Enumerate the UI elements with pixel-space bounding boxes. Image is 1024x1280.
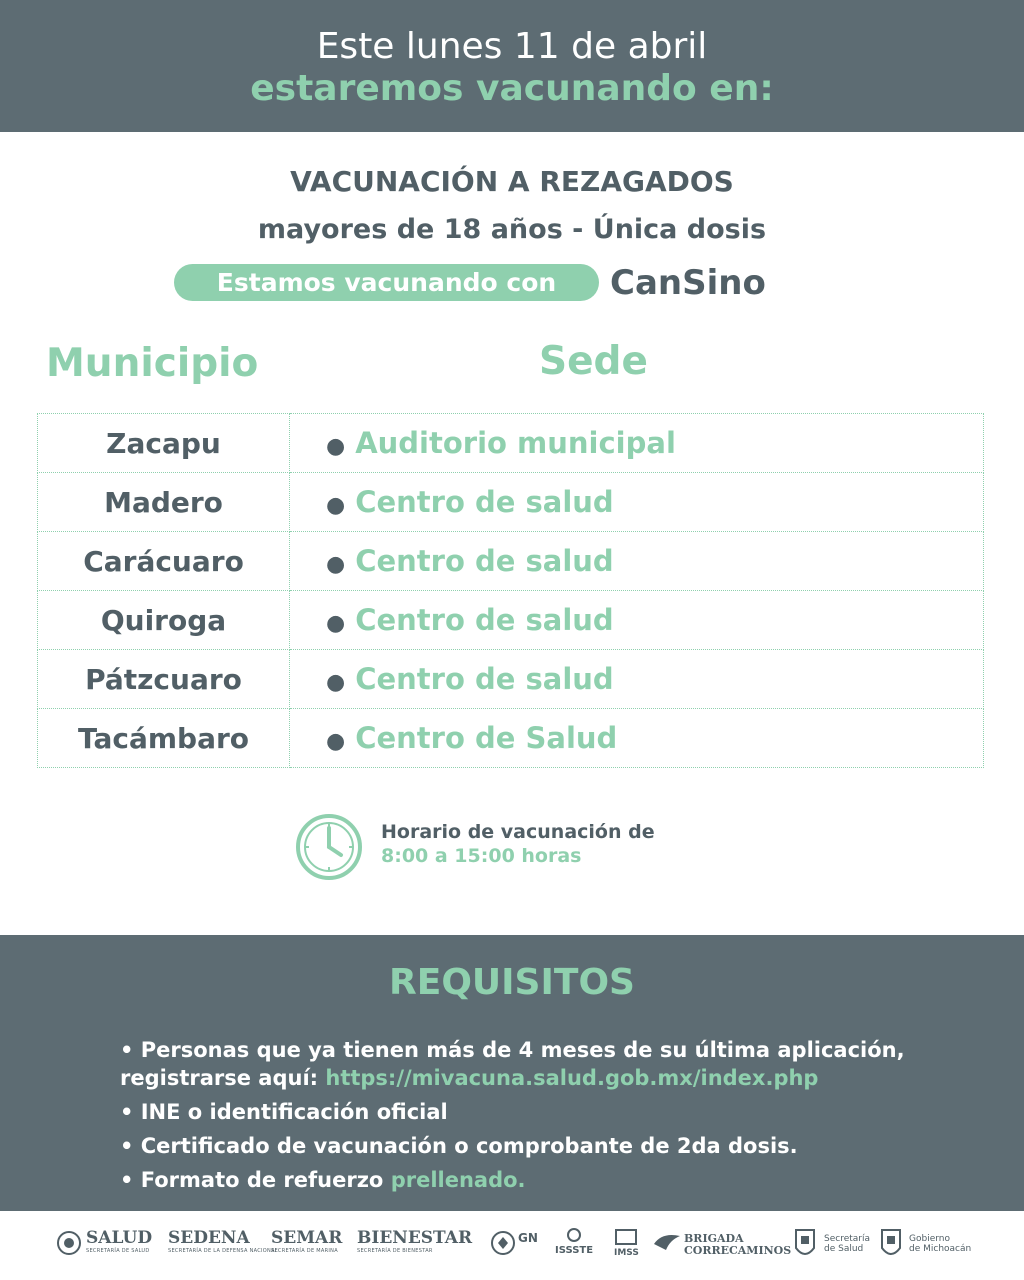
campaign-subtitle: mayores de 18 años - Única dosis xyxy=(257,214,767,245)
michoacan-shield-icon xyxy=(793,1226,817,1262)
brigada-correcaminos-logo: BRIGADA CORRECAMINOS xyxy=(684,1232,792,1257)
sedena-logo: SEDENA SECRETARÍA DE LA DEFENSA NACIONAL xyxy=(168,1228,278,1254)
list-item: • Certificado de vacunación o comprobante de 2da dosis. xyxy=(120,1134,798,1158)
gobierno-michoacan-logo: Gobierno de Michoacán xyxy=(909,1234,972,1254)
sede-cell xyxy=(290,591,984,650)
sede-label: Auditorio municipal xyxy=(355,426,676,460)
schedule-label: Horario de vacunación de xyxy=(381,821,655,843)
sede-cell xyxy=(290,650,984,709)
registration-link[interactable]: https://mivacuna.salud.gob.mx/index.php xyxy=(325,1066,819,1090)
sede-label: Centro de salud xyxy=(355,662,614,696)
bullet-icon: ● xyxy=(326,729,346,754)
list-item: • INE o identificación oficial xyxy=(120,1100,448,1124)
gn-logo: GN xyxy=(518,1231,538,1245)
bullet-icon: ● xyxy=(326,611,346,636)
vaccine-name: CanSino xyxy=(610,263,766,303)
semar-logo: SEMAR SECRETARÍA DE MARINA xyxy=(271,1228,343,1254)
bullet-icon: ● xyxy=(326,493,346,518)
secretaria-salud-michoacan-logo: Secretaría de Salud xyxy=(824,1234,870,1254)
schedule-hours: 8:00 a 15:00 horas xyxy=(381,845,582,867)
requirement-highlight: prellenado. xyxy=(390,1168,526,1192)
column-header-municipio: Municipio xyxy=(46,341,259,386)
requirement-text: INE o identificación oficial xyxy=(140,1100,448,1124)
bullet-icon: ● xyxy=(326,670,346,695)
michoacan-shield-icon xyxy=(879,1226,903,1262)
municipio-cell: Zacapu xyxy=(38,414,290,473)
sede-label: Centro de salud xyxy=(355,603,614,637)
bullet-icon: ● xyxy=(326,552,346,577)
column-header-sede: Sede xyxy=(539,339,648,384)
sede-cell xyxy=(290,532,984,591)
sede-label: Centro de Salud xyxy=(355,721,618,755)
table-row xyxy=(38,414,984,473)
vaccine-pill: Estamos vacunando con xyxy=(174,264,599,301)
table-row xyxy=(38,709,984,768)
sites-table xyxy=(37,413,984,768)
requirements-title: REQUISITOS xyxy=(389,962,635,1003)
requirement-text: Certificado de vacunación o comprobante de 2da dosis. xyxy=(140,1134,798,1158)
header-date: Este lunes 11 de abril xyxy=(316,26,708,67)
municipio-cell: Pátzcuaro xyxy=(38,650,290,709)
table-row xyxy=(38,473,984,532)
municipio-cell: Carácuaro xyxy=(38,532,290,591)
table-row xyxy=(38,591,984,650)
requirements-list xyxy=(120,1036,980,1200)
municipio-cell: Tacámbaro xyxy=(38,709,290,768)
sede-label: Centro de salud xyxy=(355,544,614,578)
mexico-eagle-icon xyxy=(56,1228,82,1258)
table-row xyxy=(38,650,984,709)
sede-cell xyxy=(290,473,984,532)
header-subtitle: estaremos vacunando en: xyxy=(250,68,774,109)
sede-label: Centro de salud xyxy=(355,485,614,519)
sede-cell xyxy=(290,709,984,768)
list-item: • Personas que ya tienen más de 4 meses de su última aplicación, registrarse aquí: https://mivacuna.salud.gob.mx/index.php xyxy=(120,1038,905,1090)
issste-emblem-icon xyxy=(566,1226,582,1244)
clock-icon xyxy=(294,812,364,882)
bullet-icon: ● xyxy=(326,434,346,459)
list-item: • Formato de refuerzo prellenado. xyxy=(120,1168,526,1192)
bienestar-logo: BIENESTAR SECRETARÍA DE BIENESTAR xyxy=(357,1228,473,1254)
roadrunner-icon xyxy=(652,1230,682,1254)
municipio-cell: Madero xyxy=(38,473,290,532)
table-row xyxy=(38,532,984,591)
campaign-title: VACUNACIÓN A REZAGADOS xyxy=(290,165,734,198)
requirement-text: Personas que ya tienen más de 4 meses de su última aplicación, registrarse aquí: xyxy=(120,1038,905,1090)
municipio-cell: Quiroga xyxy=(38,591,290,650)
imss-logo: IMSS xyxy=(614,1248,639,1258)
issste-logo: ISSSTE xyxy=(555,1245,594,1256)
imss-emblem-icon xyxy=(614,1228,638,1246)
salud-logo: SALUD SECRETARÍA DE SALUD xyxy=(86,1228,153,1254)
sede-cell xyxy=(290,414,984,473)
gn-badge-icon xyxy=(490,1228,516,1258)
requirement-text: Formato de refuerzo xyxy=(140,1168,391,1192)
